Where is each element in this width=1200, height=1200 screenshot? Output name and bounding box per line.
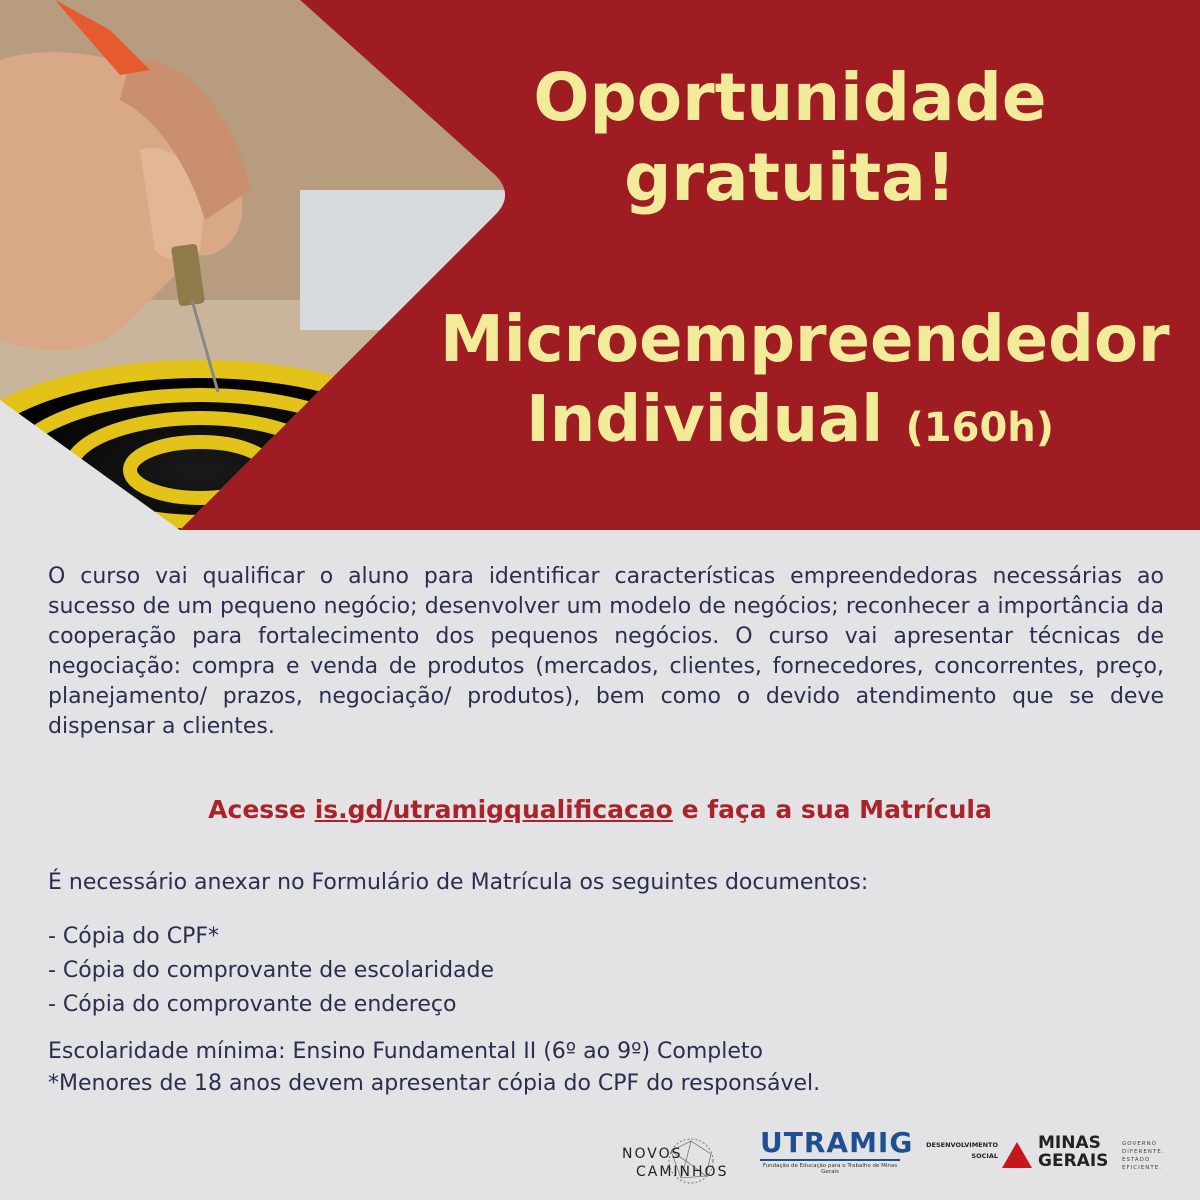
novos-caminhos-logo: [616, 1136, 746, 1186]
novos-caminhos-line-2: CAMINHOS: [636, 1164, 729, 1180]
novos-caminhos-line-1: NOVOS: [622, 1146, 683, 1162]
dev-line-1: DESENVOLVIMENTO: [926, 1141, 998, 1149]
mg-line-2: GERAIS: [1038, 1151, 1109, 1171]
utramig-logo: [760, 1126, 914, 1186]
minas-gerais-tagline: [1122, 1140, 1165, 1172]
list-item: - Cópia do CPF*: [48, 924, 220, 949]
course-hours: (160h): [905, 405, 1055, 451]
sponsor-logos: [600, 1120, 1180, 1190]
minas-gerais-name: [1038, 1134, 1108, 1170]
list-item: - Cópia do comprovante de escolaridade: [48, 958, 495, 983]
utramig-name: UTRAMIG: [760, 1126, 914, 1159]
documents-list: [48, 920, 494, 1022]
cta-suffix: e faça a sua Matrícula: [681, 795, 992, 824]
minas-gerais-logo: [1002, 1132, 1172, 1182]
headline-line-2: gratuita!: [624, 139, 956, 216]
mg-tag-3: ESTADO: [1122, 1157, 1151, 1163]
desenvolvimento-social-logo: [918, 1140, 998, 1162]
mg-tag-2: DIFERENTE.: [1122, 1149, 1165, 1155]
headline-line-1: Oportunidade: [533, 59, 1047, 136]
enrollment-link[interactable]: is.gd/utramigqualificacao: [314, 795, 673, 824]
list-item: - Cópia do comprovante de endereço: [48, 992, 457, 1017]
requirements: [48, 1036, 820, 1100]
course-title-line-1: Microempreendedor: [440, 303, 1170, 377]
mg-line-1: MINAS: [1038, 1133, 1101, 1153]
mg-tag-4: EFICIENTE.: [1122, 1165, 1162, 1171]
enrollment-call-to-action: [0, 795, 1200, 824]
documents-intro: É necessário anexar no Formulário de Matrícula os seguintes documentos:: [48, 870, 869, 895]
minors-note: *Menores de 18 anos devem apresentar cópia do CPF do responsável.: [48, 1071, 821, 1096]
utramig-subtitle: Fundação de Educação para o Trabalho de Minas Gerais: [760, 1159, 900, 1175]
mg-tag-1: GOVERNO: [1122, 1141, 1157, 1147]
headline: [440, 58, 1140, 218]
minimum-schooling: Escolaridade mínima: Ensino Fundamental II (6º ao 9º) Completo: [48, 1039, 763, 1064]
minas-gerais-triangle-icon: [1002, 1142, 1032, 1168]
course-title-line-2: Individual: [525, 383, 884, 457]
dev-line-2: SOCIAL: [971, 1152, 998, 1160]
course-title: [440, 300, 1170, 468]
course-description: O curso vai qualificar o aluno para identificar características empreendedoras necessárias ao sucesso de um pequeno negócio; desenvolver um modelo de negócios; reconhecer a importância da cooperação para fortalecimento dos pequenos negócios. O curso vai apresentar técnicas de negociação: compra e venda de produtos (mercados, clientes, fornecedores, concorrentes, preço, planejamento/ prazos, negociação/ produtos), bem como o devido atendimento que se deve dispensar a clientes.: [48, 564, 1164, 739]
cta-prefix: Acesse: [208, 795, 306, 824]
